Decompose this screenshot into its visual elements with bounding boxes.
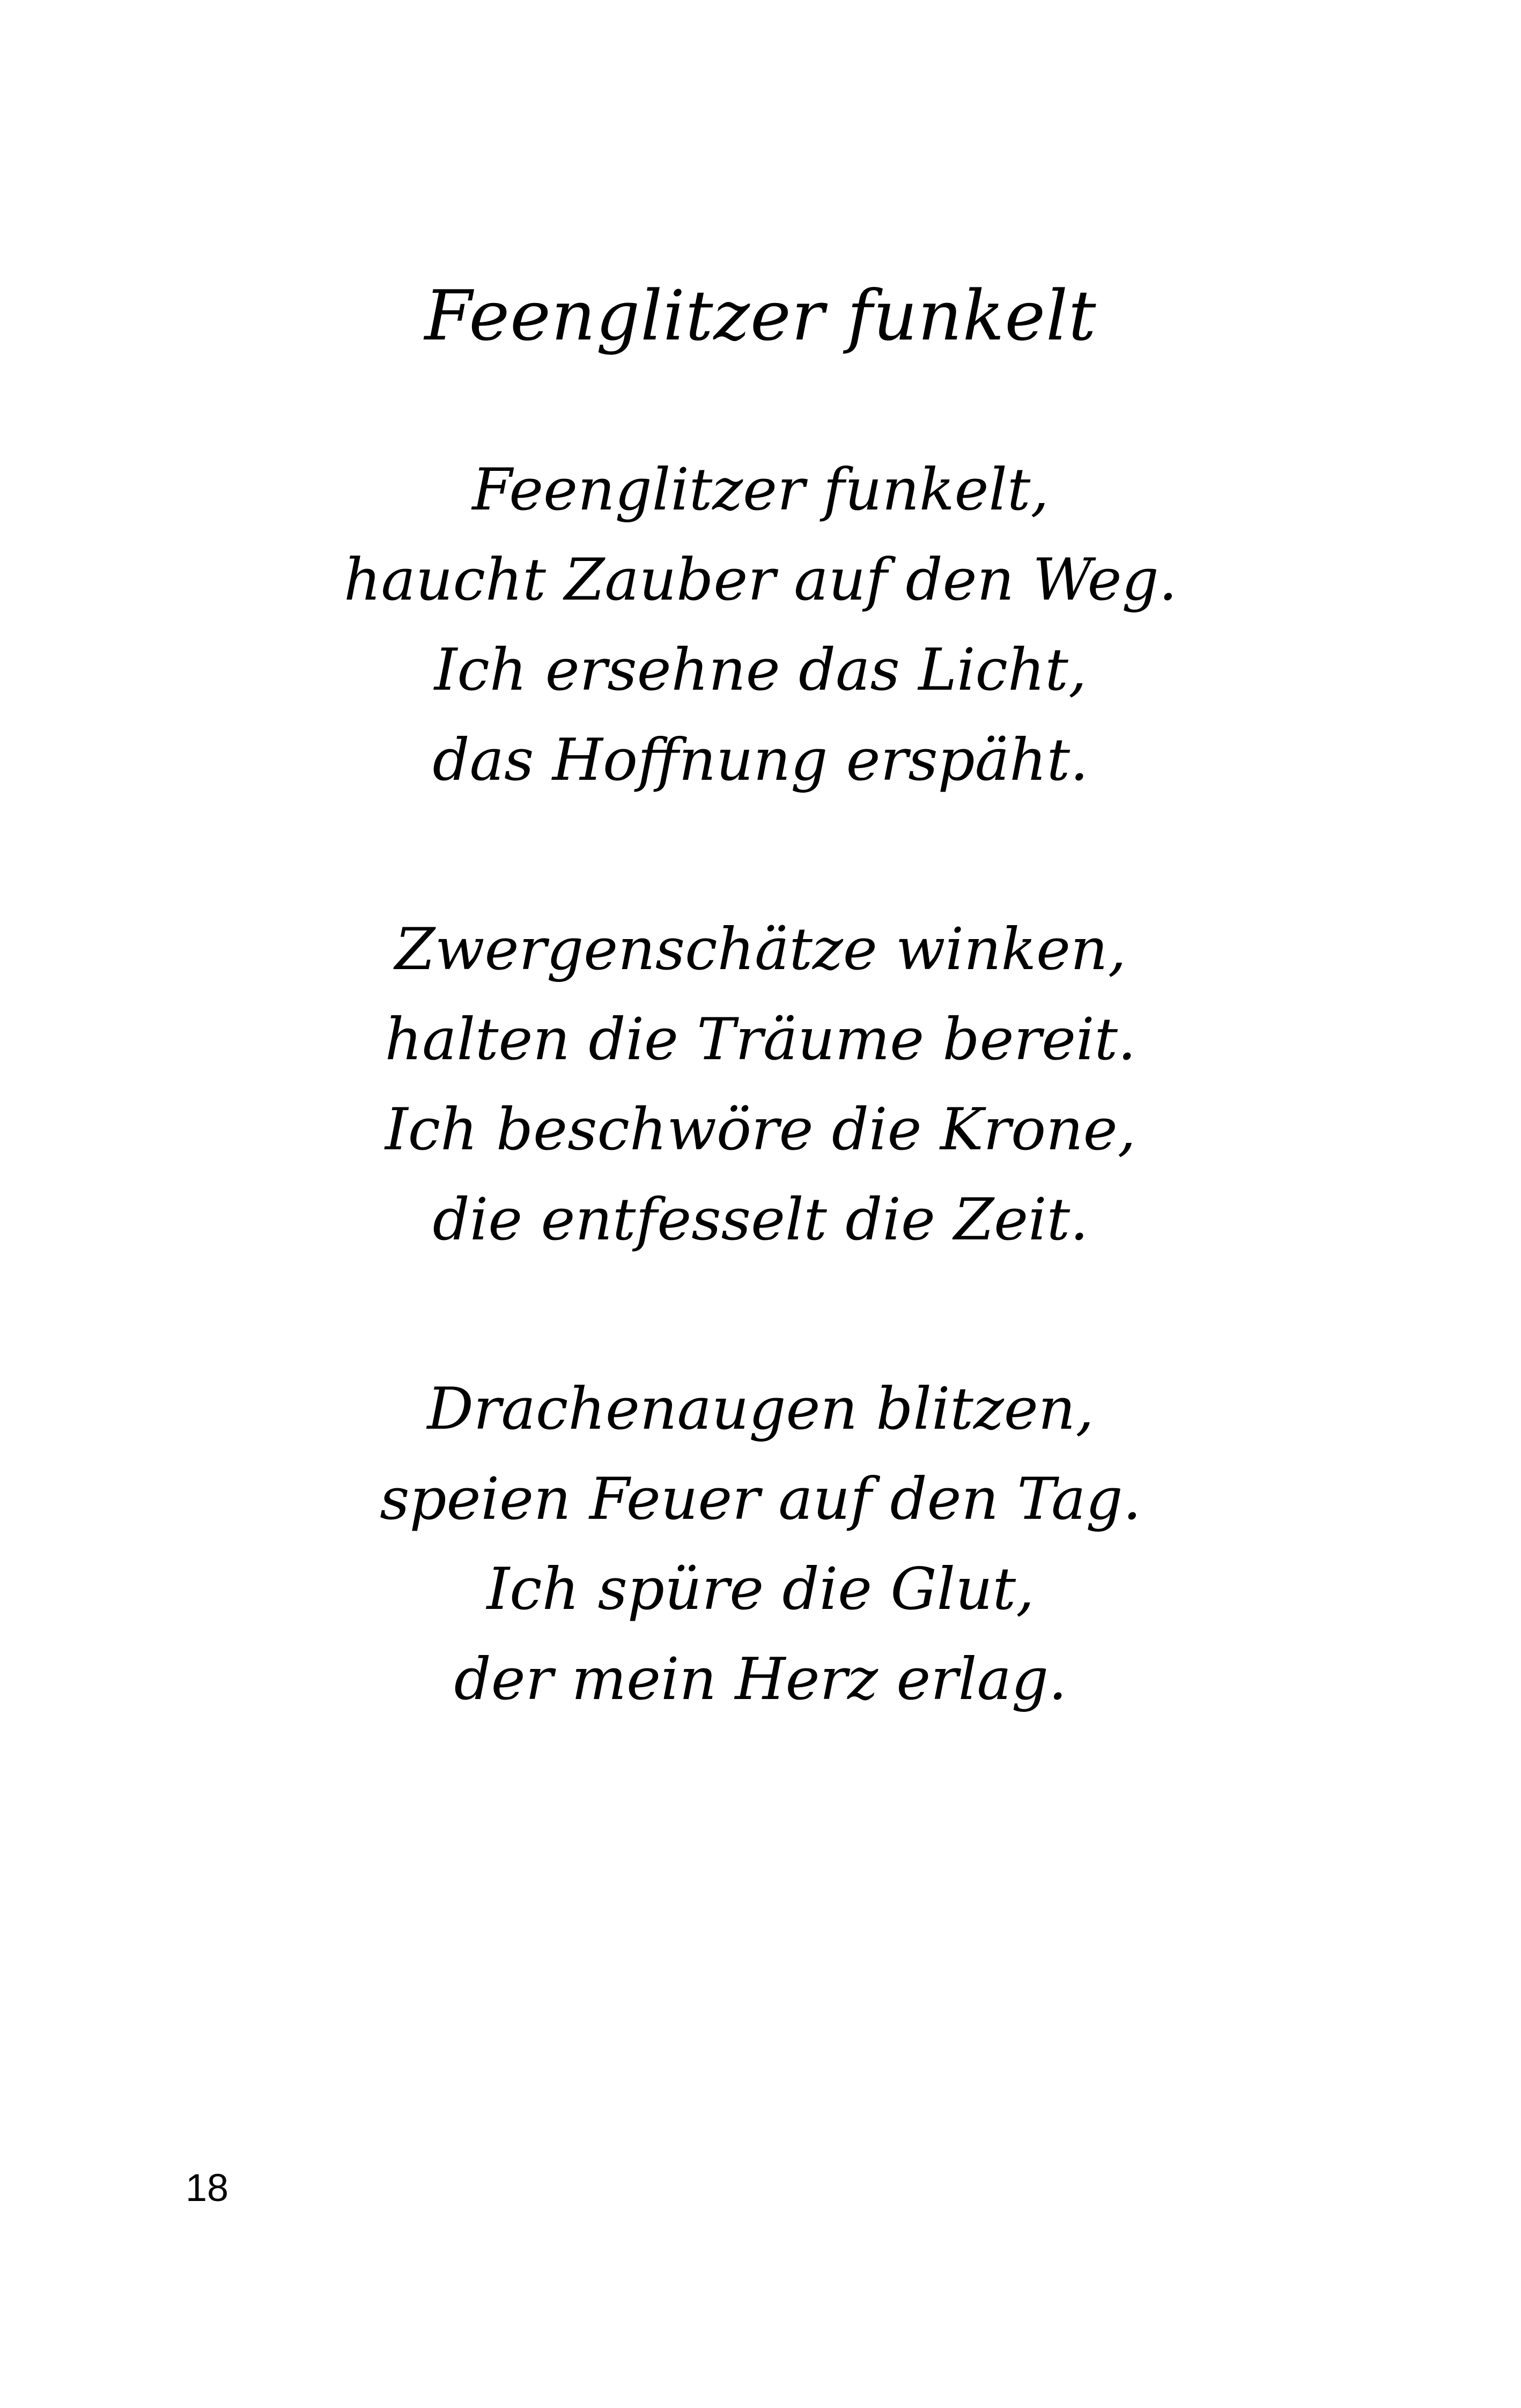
poem-line: Ich beschwöre die Krone, [385, 1096, 1136, 1163]
poem-line: speien Feuer auf den Tag. [380, 1466, 1141, 1533]
poem-line: Zwergenschätze winken, [395, 916, 1126, 983]
poem-body [0, 445, 1521, 1824]
poem-title: Feenglitzer funkelt [424, 276, 1097, 356]
poem-line: Drachenaugen blitzen, [427, 1376, 1094, 1443]
stanza-2 [0, 905, 1521, 1265]
stanza-3 [0, 1364, 1521, 1725]
page-number: 18 [186, 2167, 229, 2210]
poem-line: der mein Herz erlag. [454, 1646, 1067, 1713]
poem-line: haucht Zauber auf den Weg. [343, 546, 1178, 614]
stanza-1 [0, 445, 1521, 806]
poem-line: die entfesselt die Zeit. [432, 1186, 1089, 1253]
poem-line: das Hoffnung erspäht. [432, 727, 1089, 794]
poem-line: Ich ersehne das Licht, [434, 637, 1087, 704]
poem-line: Feenglitzer funkelt, [472, 456, 1049, 523]
poem-line: Ich spüre die Glut, [486, 1556, 1035, 1623]
poem-line: halten die Träume bereit. [385, 1006, 1136, 1073]
